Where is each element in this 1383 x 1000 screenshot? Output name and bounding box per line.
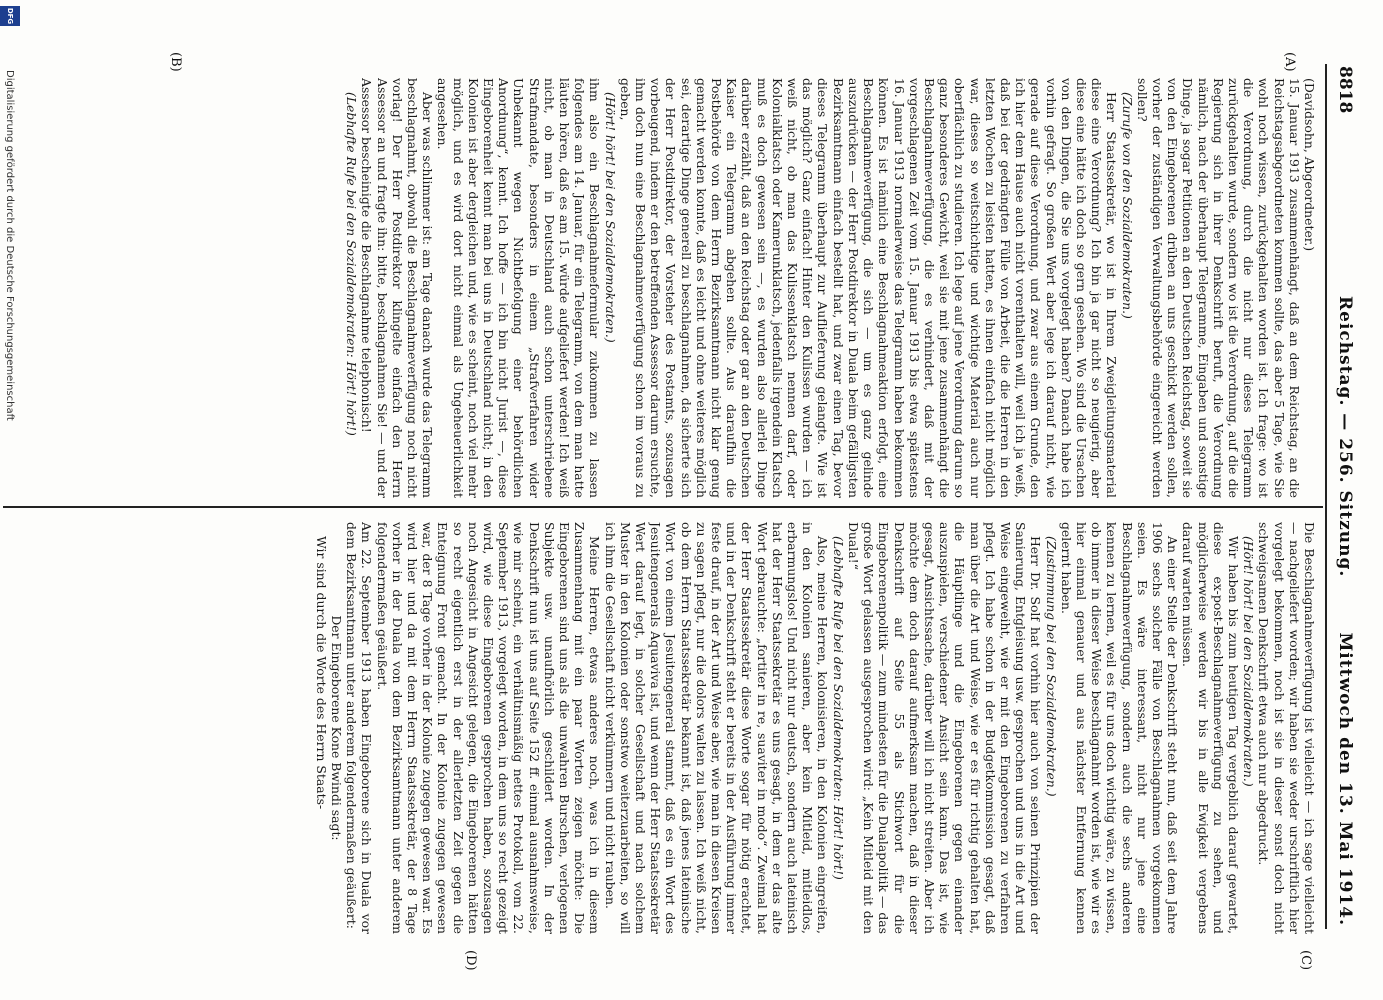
paragraph: Herr Staatssekretär, wo ist in Ihrem Zweigleitungsmaterial diese eine Verordnung? Ich bin ja gar nicht so neugierig, aber diese eine hätte ich doch so gern gesehen. Wo sind die Ursachen von den Dingen, die Sie uns vorgelegt haben? Danach habe ich vorhin gefragt. So großen Wert aber lege ich darauf nicht, wie gerade auf diese Verordnung, und zwar aus einem Grunde, den ich hier dem Hause auch nicht vorenthalten will, weil ich ja weiß, daß bei der gedrängten Fülle von Arbeit, die die Herren in den letzten Wochen zu leisten hatten, es ihnen einfach nicht möglich war, dieses so weitschichtige und wichtige Material auch nur oberflächlich zu studieren. Ich lege auf jene Verordnung darum so ganz besonderes Gewicht, weil sie mit jene zusammenhängt die Beschlagnahmeverfügung, die es verhindert, daß mit der vorgeschlagenen Zeit vom 15. Januar 1913 bis etwa spätestens 16. Januar 1913 normalerweise das Telegramm haben bekommen können. Es ist nämlich eine Beschlagnahmeaktion erfolgt, eine Beschlagnahmeverfügung, die sich — um es ganz gelinde auszudrücken — der Herr Postdirektor in Duala beim gefälligsten Bezirksamtmann einfach bestellt hat, und zwar einen Tag, bevor dieses Telegramm überhaupt zur Auflieferung gelangte. Wie ist das möglich? Ganz einfach! Hinter den Kulissen wurden — ich weiß nicht, ob man das Kulissenklatsch nennen darf, oder Kolonialklatsch oder Kamerunklatsch, jedenfalls irgendein Klatsch muß es doch gewesen sein —, es wurden also allerlei Dinge darüber erzählt, daß an den Reichstag oder gar an den Deutschen Kaiser ein Telegramm abgehen sollte. Aus daraufhin die Postbehörde von dem Herrn Bezirksamtmann nicht klar genug gemacht werden konnte, daß es leicht und ohne weiteres möglich sei, derartige Dinge generell zu beschlagnahmen, da sicherte sich der Herr Postdirektor, der Vorsteher des Postamts, sozusagen vorbeugend, indem er den betreffenden Assessor darum ersuchte, ihm doch nun eine Beschlagnahmeverfügung schon im voraus zu geben, [617,78,1120,498]
page-number: 8818 [1335,66,1355,114]
left-column [17,78,1317,498]
paragraph: Am 22. September 1913 haben Eingeborene sich in Duala vor dem Bezirksamtmann unter anderem folgendermaßen geäußert: [344,522,375,934]
paragraph: ihm also ein Beschlagnahmeformular zukommen zu lassen folgendes am 14. Januar, für ein Telegramm, von dem man hatte läuten hören, daß es am 15. würde aufgeliefert werden! Ich weiß nicht, ob man in Deutschland auch schon unterschriebene Strafmandate, besonders in einem „Strafverfahren wider Unbekannt wegen Nichtbefolgung einer behördlichen Anordnung“, kennt. Ich hoffe — ich bin nicht Jurist —, diese Eingeborenheit kennt man bei uns in Deutschland nicht; in den Kolonien ist aber dergleichen und, wie es scheint, noch viel mehr möglich, und es wird dort nicht einmal als Ungeheuerlichkeit angesehen. [435,78,603,498]
paragraph: Meine Herren, etwas anderes noch, was ich in diesem Zusammenhang mit ein paar Worten zeigen möchte: Die Eingeborenen sind uns als die unwahren Burschen, verlogenen Subjekte usw. unaufhörlich geschildert worden. In der Denkschrift nun ist uns auf Seite 152 ff. einmal ausnahmsweise, wie mir scheint, ein verhältnismäßig nettes Protokoll, vom 22. September 1913, vorgelegt worden, in dem uns so recht gezeigt wird, wie diese Eingeborenen gesprochen haben, sozusagen noch Angesicht in Angesicht gelegen, die Eingeborenen hätten so recht eigentlich erst in der allerletzten Zeit gegen die Enteignung Front gemacht. In der Kolonie zugegen gewesen war, der 8 Tage vorher in der Kolonie zugegen gewesen war. Es wird hier und da mit dem Herrn Staatssekretär, der 8 Tage vorher in der Duala von dem Bezirksamtmann unter anderem folgendermaßen geäußert. [374,522,603,934]
paragraph: Herr Dr. Solf hat vorhin hier auch von seinen Prinzipien der Sanierung, Entgleisung usw. gesprochen und uns in die Art und Weise eingeweiht, wie er mit den Eingeborenen zu verfahren pflegt. Ich habe schon in der Budgetkommission gesagt, daß man über die Art und Weise, wie er es für richtig gehalten hat, die Häuptlinge und die Eingeborenen gegen einander auszuspielen, verschiedener Ansicht sein kann. Das ist, wie gesagt, Ansichtssache, darüber will ich nicht streiten. Aber ich möchte dem doch darauf aufmerksam machen, daß in dieser Denkschrift auf Seite 55 als Stichwort für die Eingeborenenpolitik — zum mindesten für die Dualapolitik — das große Wort gelassen ausgesprochen wird: „Kein Mitleid mit den Duala!“ [845,522,1044,934]
running-title: Reichstag. — 256. Sitzung. [1335,296,1355,578]
dfg-logo: DFG [0,6,20,26]
interjection: (Lebhafte Rufe bei den Sozialdemokraten: Hört! hört!) [344,92,360,436]
paragraph: Also, meine Herren, kolonisieren, in den Kolonien eingreifen, in den Kolonien sanieren, aber kein Mitleid, mitleidlos, erbarmungslos! Und nicht nur deutsch, sondern auch lateinisch hat der Herr Staatssekretär es uns gesagt, in dem er das alte Wort gebrauchte: „fortiter in re, suaviter in modo“. Zweimal hat der Herr Staatssekretär diese Worte sogar für nötig erachtet, und in der Denkschrift steht er bereits in der Ausführung immer feste drauf, in der Art und Weise aber, wie man in diesen Kreisen zu sagen pflegt, nur die dolors walten zu lassen. Ich weiß nicht, ob dem Herrn Staatssekretär bekannt ist, daß jenes lateinische Wort von einem Jesuitengeneral stammt, daß es ein Wort des Jesuitengenerals Aquaviva ist, und wenn der Herr Staatssekretär Wert darauf legt, in solcher Gesellschaft und nach solchem Muster in den Kolonien oder sonstwo weiterzuarbeiten, so will ich ihm die Gesellschaft nicht verkümmern und nicht rauben. [602,522,831,934]
interjection: (Zurufe von den Sozialdemokraten.) [1119,92,1135,319]
paragraph: Der Eingeborene Kone Bwindi sagt: [329,615,344,841]
column-divider [3,506,1323,508]
margin-mark-b: (B) [168,52,183,72]
right-column [17,522,1317,934]
paragraph: An einer Stelle der Denkschrift steht nun, daß seit dem Jahre 1906 sechs solcher Fälle von Beschlagnahmen vorgekommen seien. Es wäre interessant, nicht nur jene eine Beschlagnahmeverfügung, sondern auch die sechs anderen kennen zu lernen, weil es für uns doch wichtig wäre, zu wissen, ob immer in dieser Weise beschlagnahmt worden ist, wie wir es hier einmal genauer und aus nächster Entfernung kennen gelernt haben. [1058,522,1181,934]
paragraph: Wir haben bis zum heutigen Tag vergeblich darauf gewartet, diese ex-post-Beschlagnahmeverfügung zu sehen, und möglicherweise werden wir bis in alle Ewigkeit vergebens darauf warten müssen. [1180,522,1241,934]
digitization-credit: Digitalisierung gefördert durch die Deutsche Forschungsgemeinschaft [4,70,15,421]
margin-mark-d: (D) [463,950,478,971]
page-header [1331,66,1359,926]
interjection: (Hört! hört! bei den Sozialdemokraten.) [602,92,618,343]
header-rule [1325,64,1327,929]
margin-mark-c: (C) [1298,950,1313,971]
margin-mark-a: (A) [1282,52,1297,72]
interjection: (Hört! hört! bei den Sozialdemokraten.) [1241,536,1257,787]
paragraph: Die Beschlagnahmeverfügung ist vielleicht — ich sage vielleicht — nachgeliefert worden; wir haben sie weder urschriftlich hier vorgelegt bekommen, noch ist sie in dieser sonst doch nicht schweigsamen Denkschrift etwa auch nur abgedruckt. [1256,522,1317,934]
paragraph: Aber was schlimmer ist: am Tage danach wurde das Telegramm beschlagnahmt, obwohl die Beschlagnahmeverfügung noch nicht vorlag! Der Herr Postdirektor klingelte einfach den Herrn Assessor an und fragte ihn: bitte, beschlagnahmen Sie! — und der Assessor bescheinigte die Beschlagnahme telephonisch! [359,78,436,498]
paragraph: (Davidsohn, Abgeordneter.) [1302,78,1317,252]
interjection: (Lebhafte Rufe bei den Sozialdemokraten: Hört! hört!) [830,536,846,880]
paragraph: Wir sind durch die Worte des Herrn Staats- [313,536,329,810]
interjection: (Zustimmung bei den Sozialdemokraten.) [1043,536,1059,797]
paragraph: 15. Januar 1913 zusammenhängt, daß an dem Reichstag, an die Reichstagsabgeordneten kommen sollte, das aber 5 Tage, wie Sie wohl noch wissen, zurückgehalten worden ist. Ich frage: wo ist die Verordnung, durch die nicht nur dieses Telegramm zurückgehalten wurde, sondern wo ist die Verordnung, auf die die Regierung sich in ihrer Denkschrift beruft, die Verordnung nämlich, nach der überhaupt Telegramme, Eingaben und sonstige Dinge, ja sogar Petitionen an den Deutschen Reichstag, soweit sie von den Eingeborenen drüben an uns geschickt werden sollen, vorher der zuständigen Verwaltungsbehörde eingereicht werden sollen? [1134,78,1302,498]
session-date: Mittwoch den 13. Mai 1914. [1335,632,1355,926]
